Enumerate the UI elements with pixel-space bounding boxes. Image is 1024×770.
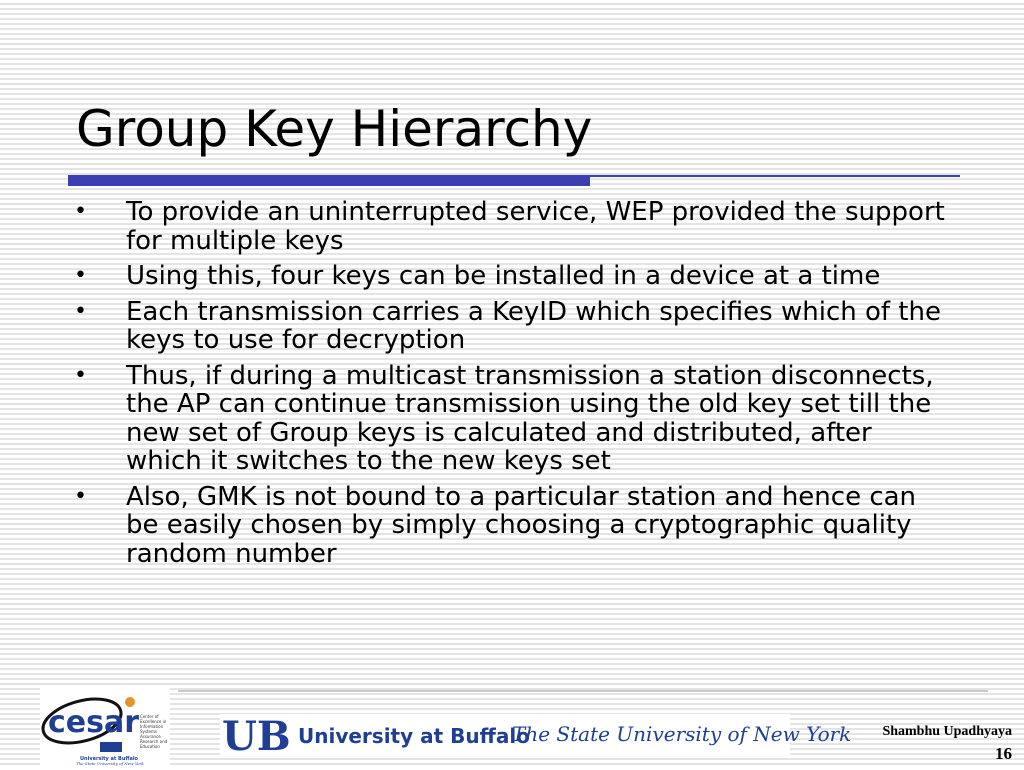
title-underline-thin bbox=[590, 175, 960, 177]
ub-name: University at Buffalo bbox=[298, 724, 530, 748]
bullet-list bbox=[74, 198, 954, 575]
bullet-item bbox=[74, 262, 954, 291]
bullet-icon: • bbox=[74, 362, 87, 388]
bullet-text: To provide an uninterrupted service, WEP provided the support for multiple keys bbox=[126, 197, 945, 256]
title-underline-thick bbox=[68, 175, 590, 186]
bullet-item bbox=[74, 483, 954, 569]
bullet-text: Each transmission carries a KeyID which specifies which of the keys to use for decryption bbox=[126, 296, 941, 355]
bullet-item bbox=[74, 298, 954, 355]
bullet-icon: • bbox=[74, 298, 87, 324]
svg-text:University at Buffalo: University at Buffalo bbox=[80, 756, 138, 762]
bullet-item bbox=[74, 198, 954, 255]
suny-tagline: The State University of New York bbox=[512, 722, 852, 746]
university-at-buffalo-logo bbox=[220, 714, 852, 758]
author-name: Shambhu Upadhyaya bbox=[882, 724, 1012, 739]
bullet-icon: • bbox=[74, 263, 87, 288]
cesar-wordmark: cesar bbox=[48, 705, 140, 740]
svg-text:Education: Education bbox=[140, 744, 160, 749]
bullet-icon: • bbox=[74, 483, 87, 509]
svg-text:Information: Information bbox=[140, 724, 164, 729]
svg-text:Excellence in: Excellence in bbox=[140, 719, 167, 724]
svg-text:UB: UB bbox=[222, 714, 291, 758]
cesar-logo-icon bbox=[40, 688, 170, 766]
svg-text:Research and: Research and bbox=[140, 739, 168, 744]
cesar-logo bbox=[40, 688, 170, 766]
ub-monogram-icon bbox=[220, 714, 294, 758]
svg-text:Center of: Center of bbox=[140, 714, 159, 719]
svg-text:Systems: Systems bbox=[140, 729, 157, 734]
footer-divider bbox=[178, 690, 988, 692]
bullet-text: Thus, if during a multicast transmission a station disconnects, the AP can continue transmission using the old key set till the new set of Group keys is calculated and distributed, after which it switches to the new keys set bbox=[126, 360, 934, 476]
bullet-icon: • bbox=[74, 199, 87, 224]
page-number: 16 bbox=[995, 744, 1012, 763]
bullet-item bbox=[74, 362, 954, 476]
bullet-text: Also, GMK is not bound to a particular station and hence can be easily chosen by simply choosing a cryptographic quality random number bbox=[126, 481, 917, 569]
svg-text:The State University of New Yo: The State University of New York bbox=[76, 761, 144, 766]
slide-title: Group Key Hierarchy bbox=[76, 100, 593, 158]
bullet-text: Using this, four keys can be installed in a device at a time bbox=[126, 261, 881, 291]
svg-text:Assurance: Assurance bbox=[140, 734, 161, 739]
